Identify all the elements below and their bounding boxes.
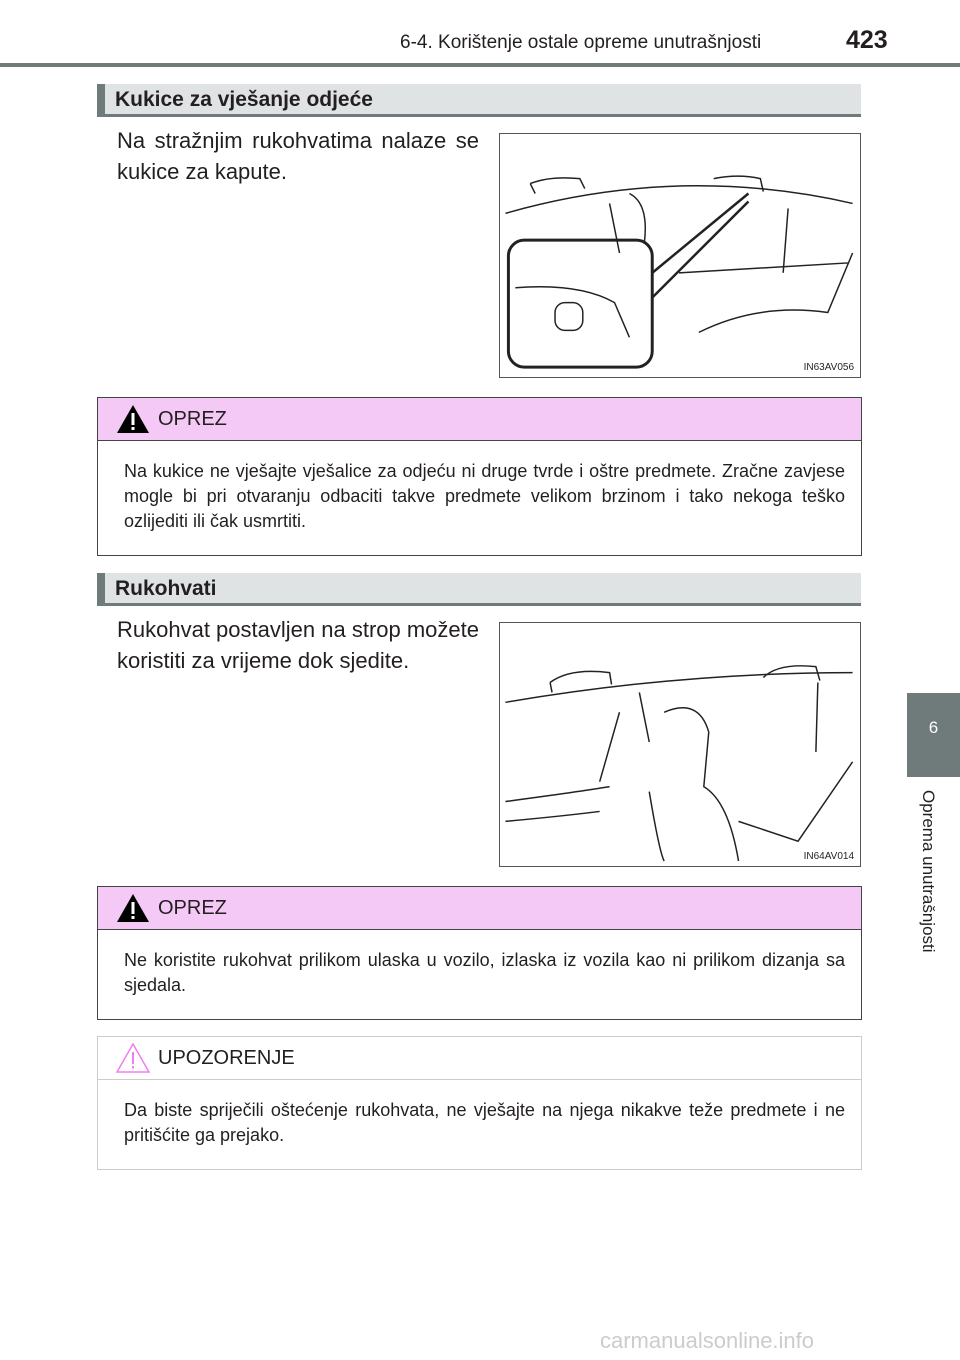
- coat-hook-illustration: [499, 133, 861, 378]
- assist-grip-illustration: [499, 622, 861, 867]
- watermark: carmanualsonline.info: [600, 1328, 815, 1353]
- chapter-title: 6-4. Korištenje ostale opreme unutrašnjosti: [400, 32, 762, 53]
- notice-title: UPOZORENJE: [158, 1047, 295, 1069]
- caution-text: Ne koristite rukohvat prilikom ulaska u vozilo, izlaska iz vozila kao ni prilikom dizanja sa sjedala.: [124, 950, 845, 995]
- caution-box: [97, 397, 862, 556]
- section-heading: Kukice za vješanje odjeće: [97, 84, 861, 117]
- caution-title: OPREZ: [158, 897, 227, 919]
- warning-triangle-icon: [116, 404, 150, 434]
- caution-title: OPREZ: [158, 408, 227, 430]
- header-divider: [0, 63, 960, 67]
- warning-triangle-icon: [116, 893, 150, 923]
- section-body: Rukohvat postavljen na strop možete koristiti za vrijeme dok sjedite.: [117, 617, 479, 673]
- notice-text: Da biste spriječili oštećenje rukohvata, ne vješajte na njega nikakve teže predmete i ne pritišćite ga prejako.: [124, 1100, 845, 1145]
- notice-triangle-icon: [116, 1043, 150, 1073]
- caution-text: Na kukice ne vješajte vješalice za odjeću ni druge tvrde i oštre predmete. Zračne zavjese mogle bi pri otvaranju odbaciti takve predmete velikom brzinom i tako nekoga teško ozlijediti ili čak usmrtiti.: [124, 461, 845, 531]
- page-number: 423: [846, 26, 888, 54]
- section-heading: Rukohvati: [97, 573, 861, 606]
- caution-box: [97, 886, 862, 1020]
- figure-code: IN63AV056: [803, 362, 854, 373]
- notice-box: [97, 1036, 862, 1170]
- figure-code: IN64AV014: [803, 851, 854, 862]
- section-body: Na stražnjim rukohvatima nalaze se kukice za kapute.: [117, 128, 479, 184]
- chapter-tab: 6: [907, 693, 960, 777]
- chapter-tab-label: Oprema unutrašnjosti: [919, 790, 938, 953]
